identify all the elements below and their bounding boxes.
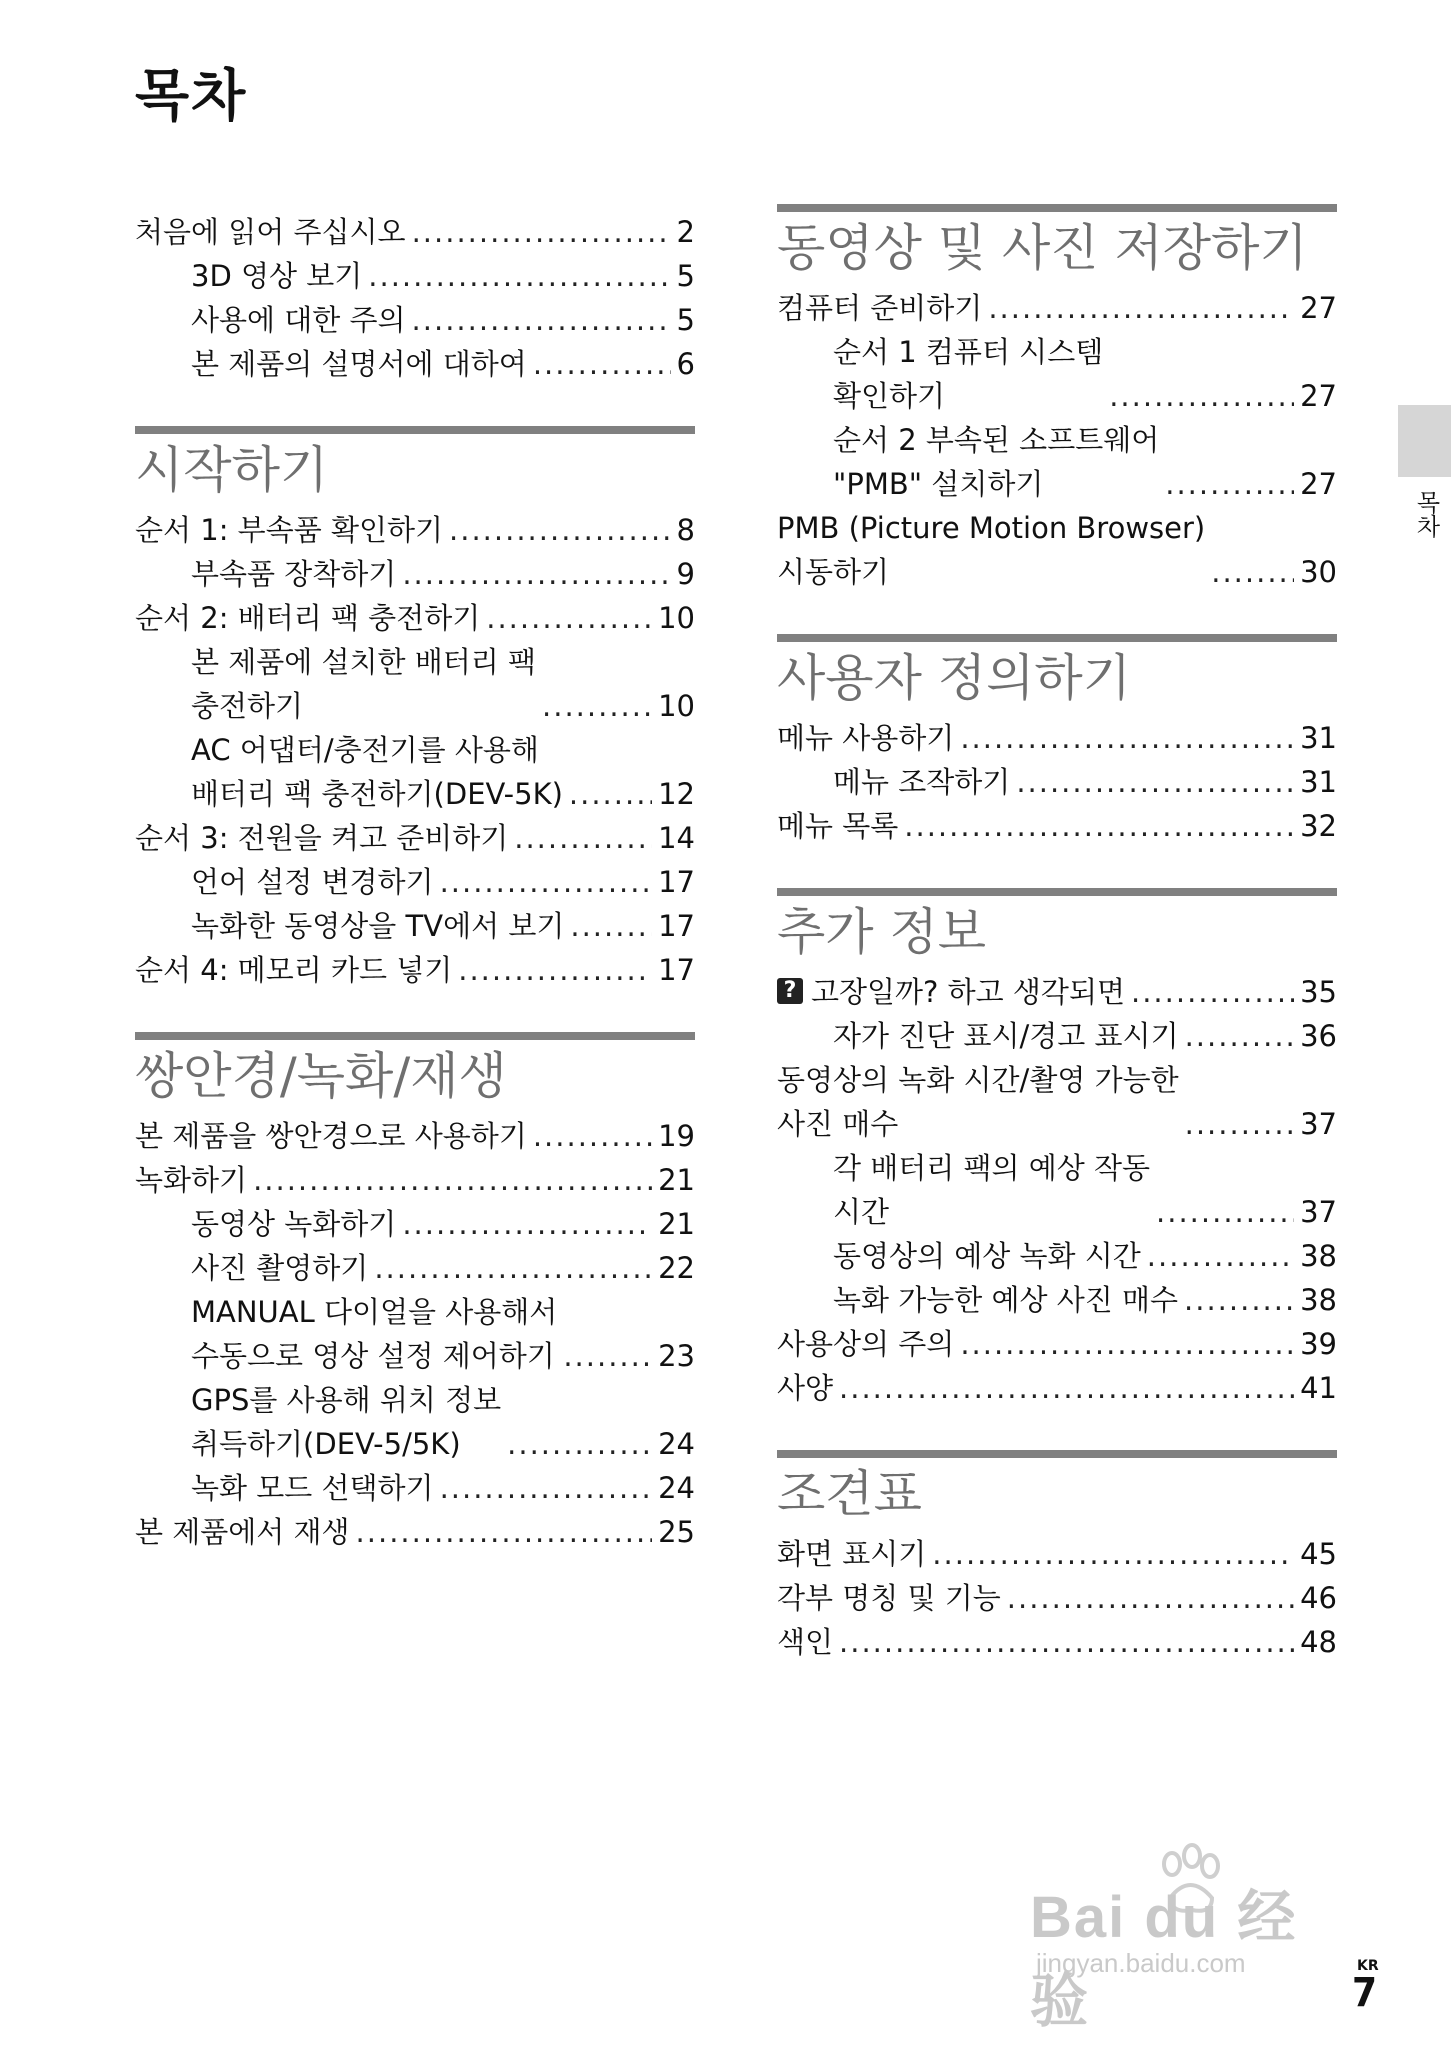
watermark-url: jingyan.baidu.com xyxy=(1036,1948,1246,1978)
dot-leader xyxy=(440,860,653,904)
toc-entry[interactable] xyxy=(777,1532,1337,1576)
section-header xyxy=(777,634,1337,710)
dot-leader xyxy=(1185,1014,1295,1058)
toc-page-number: 24 xyxy=(658,1427,695,1461)
toc-page-number: 31 xyxy=(1300,765,1337,799)
toc-page-number: 27 xyxy=(1300,467,1337,501)
toc-entry-line: 본 제품에 설치한 배터리 팩 xyxy=(191,645,537,679)
section-title: 시작하기 xyxy=(135,441,329,499)
toc-entry[interactable] xyxy=(135,1246,695,1290)
toc-page-number: 48 xyxy=(1300,1625,1337,1659)
toc-entry-text xyxy=(191,298,406,342)
toc-page-number: 35 xyxy=(1300,975,1337,1009)
toc-page-number: 37 xyxy=(1300,1195,1337,1229)
toc-entry-line-text: 고장일까? 하고 생각되면 xyxy=(811,975,1125,1009)
toc-entry[interactable] xyxy=(777,1278,1337,1322)
toc-section xyxy=(777,1450,1337,1664)
baidu-watermark xyxy=(1030,1850,1350,2034)
dot-leader xyxy=(839,1366,1294,1410)
toc-page-number: 46 xyxy=(1300,1581,1337,1615)
toc-entry-line: 메뉴 목록 xyxy=(777,809,899,843)
help-icon: ? xyxy=(777,978,803,1004)
toc-entry[interactable] xyxy=(135,1290,695,1378)
toc-entry-line: 사양 xyxy=(777,1371,834,1405)
toc-page-number: 9 xyxy=(676,557,695,591)
toc-entry-text xyxy=(777,1366,833,1410)
section-header xyxy=(777,888,1337,964)
toc-entry-text xyxy=(777,1576,1001,1620)
toc-entry-line: 화면 표시기 xyxy=(777,1537,927,1571)
dot-leader xyxy=(374,1246,652,1290)
toc-entry-text xyxy=(777,970,1125,1014)
toc-entry-line: 자가 진단 표시/경고 표시기 xyxy=(833,1019,1179,1053)
dot-leader xyxy=(570,904,652,948)
toc-page-number: 5 xyxy=(676,259,695,293)
toc-entry-line: 언어 설정 변경하기 xyxy=(191,865,434,899)
dot-leader xyxy=(904,804,1294,848)
toc-entry-text xyxy=(833,1014,1179,1058)
toc-page-number: 38 xyxy=(1300,1239,1337,1273)
toc-entry-text xyxy=(833,330,1103,418)
dot-leader xyxy=(449,508,671,552)
dot-leader xyxy=(932,1532,1294,1576)
dot-leader xyxy=(514,816,652,860)
toc-entry-text xyxy=(135,1158,247,1202)
toc-entry-line: 3D 영상 보기 xyxy=(191,259,363,293)
section-header xyxy=(777,204,1337,280)
toc-entry-text xyxy=(777,1532,926,1576)
dot-leader xyxy=(563,1334,652,1378)
toc-entry-text xyxy=(191,254,362,298)
toc-entry[interactable] xyxy=(777,1366,1337,1410)
toc-entry-line: "PMB" 설치하기 xyxy=(833,467,1044,501)
toc-entry-text xyxy=(191,1246,368,1290)
toc-entry-text xyxy=(135,596,480,640)
toc-entry-line: 메뉴 사용하기 xyxy=(777,721,955,755)
toc-entry-line: 수동으로 영상 설정 제어하기 xyxy=(191,1339,555,1373)
toc-page-number: 19 xyxy=(658,1119,695,1153)
section-title: 쌍안경/녹화/재생 xyxy=(135,1047,507,1105)
toc-entry-text xyxy=(777,804,898,848)
toc-page-number: 14 xyxy=(658,821,695,855)
footer-page-number: 7 xyxy=(1352,1970,1378,2016)
side-index-tab xyxy=(1398,405,1451,477)
section-title: 사용자 정의하기 xyxy=(777,649,1131,707)
toc-entry[interactable] xyxy=(135,816,695,860)
toc-entry[interactable] xyxy=(777,418,1337,506)
toc-entry[interactable] xyxy=(135,1158,695,1202)
dot-leader xyxy=(368,254,670,298)
toc-entry-line: 순서 4: 메모리 카드 넣기 xyxy=(135,953,453,987)
dot-leader xyxy=(569,772,652,816)
toc-entry-line: GPS를 사용해 위치 정보 xyxy=(191,1383,502,1417)
toc-entry-text xyxy=(833,1234,1141,1278)
toc-entry[interactable] xyxy=(777,970,1337,1014)
toc-page-number: 32 xyxy=(1300,809,1337,843)
section-title: 동영상 및 사진 저장하기 xyxy=(777,219,1308,277)
toc-entry-line: 취득하기(DEV-5/5K) xyxy=(191,1427,461,1461)
dot-leader xyxy=(412,210,671,254)
toc-entry-line: 처음에 읽어 주십시오 xyxy=(135,215,406,249)
toc-entry-text xyxy=(833,418,1159,506)
toc-entry-line: 배터리 팩 충전하기(DEV-5K) xyxy=(191,777,563,811)
toc-page-number: 31 xyxy=(1300,721,1337,755)
toc-entry[interactable] xyxy=(135,860,695,904)
toc-entry[interactable] xyxy=(135,1378,695,1466)
toc-entry-line: MANUAL 다이얼을 사용해서 xyxy=(191,1295,558,1329)
toc-entry[interactable] xyxy=(135,640,695,728)
toc-entry[interactable] xyxy=(135,298,695,342)
toc-entry-text xyxy=(135,508,443,552)
toc-entry-line: 본 제품을 쌍안경으로 사용하기 xyxy=(135,1119,527,1153)
toc-entry[interactable] xyxy=(777,1014,1337,1058)
toc-entry[interactable] xyxy=(777,286,1337,330)
toc-entry-text xyxy=(191,1466,434,1510)
toc-page-number: 6 xyxy=(676,347,695,381)
toc-page-number: 27 xyxy=(1300,291,1337,325)
toc-entry[interactable] xyxy=(777,1146,1337,1234)
dot-leader xyxy=(533,1114,652,1158)
toc-entry-line: 본 제품에서 재생 xyxy=(135,1515,350,1549)
dot-leader xyxy=(1156,1190,1294,1234)
toc-entry[interactable] xyxy=(135,254,695,298)
toc-section xyxy=(777,204,1337,594)
watermark-main: Bai du 经验 xyxy=(1030,1885,1298,2034)
toc-entry[interactable] xyxy=(135,904,695,948)
dot-leader xyxy=(1147,1234,1294,1278)
section-header xyxy=(135,426,695,502)
toc-entry[interactable] xyxy=(777,1322,1337,1366)
toc-entry-text xyxy=(135,210,406,254)
toc-page-number: 23 xyxy=(658,1339,695,1373)
toc-entry[interactable] xyxy=(777,1234,1337,1278)
toc-entry-text xyxy=(191,860,434,904)
section-header xyxy=(777,1450,1337,1526)
toc-page-number: 27 xyxy=(1300,379,1337,413)
toc-column-left xyxy=(135,210,695,1594)
toc-entry-text xyxy=(135,1114,527,1158)
toc-section xyxy=(777,634,1337,848)
footer-language: KR xyxy=(1357,1958,1379,1974)
toc-page-number: 22 xyxy=(658,1251,695,1285)
toc-section xyxy=(135,1032,695,1554)
toc-entry-text xyxy=(833,1146,1150,1234)
dot-leader xyxy=(988,286,1294,330)
dot-leader xyxy=(1109,374,1294,418)
toc-entry-line: 사진 매수 xyxy=(777,1107,899,1141)
section-title: 조견표 xyxy=(777,1465,922,1523)
toc-entry-text xyxy=(191,1290,557,1378)
toc-page-number: 39 xyxy=(1300,1327,1337,1361)
dot-leader xyxy=(458,948,652,992)
toc-entry-line: 본 제품의 설명서에 대하여 xyxy=(191,347,527,381)
toc-entry[interactable] xyxy=(135,1466,695,1510)
toc-entry[interactable] xyxy=(135,552,695,596)
toc-page-number: 12 xyxy=(658,777,695,811)
toc-section xyxy=(777,888,1337,1410)
toc-page-number: 25 xyxy=(658,1515,695,1549)
toc-entry-text xyxy=(191,1378,501,1466)
toc-entry-text xyxy=(191,904,564,948)
dot-leader xyxy=(542,684,652,728)
dot-leader xyxy=(1185,1102,1294,1146)
toc-page-number: 8 xyxy=(676,513,695,547)
toc-entry-line xyxy=(777,975,1125,1009)
toc-entry[interactable] xyxy=(777,1058,1337,1146)
toc-entry-line: 녹화한 동영상을 TV에서 보기 xyxy=(191,909,565,943)
dot-leader xyxy=(356,1510,653,1554)
toc-entry-line: 시동하기 xyxy=(777,555,890,589)
toc-entry-line: 순서 2 부속된 소프트웨어 xyxy=(833,423,1160,457)
toc-entry-text xyxy=(191,1202,396,1246)
toc-entry-line: 충전하기 xyxy=(191,689,304,723)
toc-page-number: 17 xyxy=(658,909,695,943)
toc-entry[interactable] xyxy=(777,1576,1337,1620)
toc-entry-text xyxy=(777,1322,954,1366)
toc-entry[interactable] xyxy=(777,506,1337,594)
dot-leader xyxy=(1007,1576,1294,1620)
toc-entry-line: 부속품 장착하기 xyxy=(191,557,397,591)
toc-entry-line: 각 배터리 팩의 예상 작동 xyxy=(833,1151,1151,1185)
toc-page-number: 5 xyxy=(676,303,695,337)
toc-entry-line: 순서 1 컴퓨터 시스템 xyxy=(833,335,1104,369)
dot-leader xyxy=(1165,462,1294,506)
toc-entry-text xyxy=(135,816,508,860)
toc-entry-line: 색인 xyxy=(777,1625,834,1659)
toc-entry-line: 사진 촬영하기 xyxy=(191,1251,369,1285)
toc-page-number: 45 xyxy=(1300,1537,1337,1571)
section-title: 추가 정보 xyxy=(777,903,987,961)
dot-leader xyxy=(402,552,670,596)
toc-entry-text xyxy=(191,552,396,596)
toc-page-number: 37 xyxy=(1300,1107,1337,1141)
toc-entry[interactable] xyxy=(135,728,695,816)
toc-entry[interactable] xyxy=(135,342,695,386)
toc-page-number: 21 xyxy=(658,1163,695,1197)
toc-page-number: 24 xyxy=(658,1471,695,1505)
page-title: 목차 xyxy=(135,64,248,129)
toc-entry[interactable] xyxy=(135,508,695,552)
toc-entry[interactable] xyxy=(135,1510,695,1554)
toc-entry[interactable] xyxy=(777,804,1337,848)
dot-leader xyxy=(1184,1278,1294,1322)
toc-page-number: 30 xyxy=(1300,555,1337,589)
toc-entry-line: 녹화 모드 선택하기 xyxy=(191,1471,434,1505)
toc-intro xyxy=(135,210,695,386)
toc-page-number: 41 xyxy=(1300,1371,1337,1405)
toc-entry-text xyxy=(833,760,1010,804)
toc-entry-text xyxy=(135,1510,350,1554)
toc-entry[interactable] xyxy=(135,210,695,254)
toc-entry-text xyxy=(777,1620,833,1664)
dot-leader xyxy=(1131,970,1294,1014)
toc-page-number: 10 xyxy=(658,601,695,635)
section-header xyxy=(135,1032,695,1108)
toc-entry-text xyxy=(777,716,954,760)
toc-page-number: 38 xyxy=(1300,1283,1337,1317)
toc-entry-line: 동영상 녹화하기 xyxy=(191,1207,397,1241)
toc-entry[interactable] xyxy=(777,760,1337,804)
toc-entry-line: AC 어댑터/충전기를 사용해 xyxy=(191,733,539,767)
toc-entry-line: 사용에 대한 주의 xyxy=(191,303,406,337)
toc-entry-line: 동영상의 예상 녹화 시간 xyxy=(833,1239,1141,1273)
toc-entry-text xyxy=(777,286,982,330)
toc-entry-text xyxy=(777,506,1205,594)
dot-leader xyxy=(440,1466,653,1510)
toc-entry-line: 확인하기 xyxy=(833,379,946,413)
toc-entry-line: 순서 2: 배터리 팩 충전하기 xyxy=(135,601,481,635)
toc-entry-line: 컴퓨터 준비하기 xyxy=(777,291,983,325)
toc-entry-text xyxy=(191,342,527,386)
dot-leader xyxy=(507,1422,652,1466)
toc-page-number: 2 xyxy=(676,215,695,249)
dot-leader xyxy=(839,1620,1294,1664)
toc-entry-line: 메뉴 조작하기 xyxy=(833,765,1011,799)
toc-entry-line: 녹화하기 xyxy=(135,1163,248,1197)
toc-entry-line: 순서 3: 전원을 켜고 준비하기 xyxy=(135,821,509,855)
toc-entry-text xyxy=(833,1278,1178,1322)
toc-page-number: 21 xyxy=(658,1207,695,1241)
toc-entry-text xyxy=(135,948,452,992)
toc-entry-line: 사용상의 주의 xyxy=(777,1327,955,1361)
toc-page-number: 10 xyxy=(658,689,695,723)
dot-leader xyxy=(1016,760,1294,804)
toc-entry-text xyxy=(191,640,536,728)
toc-page-number: 17 xyxy=(658,865,695,899)
dot-leader xyxy=(402,1202,652,1246)
toc-entry-line: 순서 1: 부속품 확인하기 xyxy=(135,513,444,547)
dot-leader xyxy=(960,1322,1294,1366)
toc-entry[interactable] xyxy=(777,1620,1337,1664)
side-index-label: 목차 xyxy=(1412,490,1440,538)
dot-leader xyxy=(960,716,1294,760)
dot-leader xyxy=(533,342,671,386)
dot-leader xyxy=(253,1158,652,1202)
toc-entry-line: 시간 xyxy=(833,1195,890,1229)
toc-entry[interactable] xyxy=(135,596,695,640)
dot-leader xyxy=(412,298,671,342)
toc-entry-text xyxy=(777,1058,1179,1146)
toc-entry-line: 각부 명칭 및 기능 xyxy=(777,1581,1001,1615)
dot-leader xyxy=(1211,550,1294,594)
toc-entry-line: 동영상의 녹화 시간/촬영 가능한 xyxy=(777,1063,1179,1097)
toc-entry-line: PMB (Picture Motion Browser) xyxy=(777,511,1206,545)
dot-leader xyxy=(486,596,652,640)
toc-entry-text xyxy=(191,728,563,816)
toc-page-number: 36 xyxy=(1300,1019,1337,1053)
toc-entry[interactable] xyxy=(135,948,695,992)
toc-entry-line: 녹화 가능한 예상 사진 매수 xyxy=(833,1283,1179,1317)
toc-section xyxy=(135,426,695,992)
toc-entry[interactable] xyxy=(135,1114,695,1158)
toc-entry[interactable] xyxy=(135,1202,695,1246)
toc-page-number: 17 xyxy=(658,953,695,987)
toc-entry[interactable] xyxy=(777,330,1337,418)
toc-column-right xyxy=(777,204,1337,1704)
toc-entry[interactable] xyxy=(777,716,1337,760)
